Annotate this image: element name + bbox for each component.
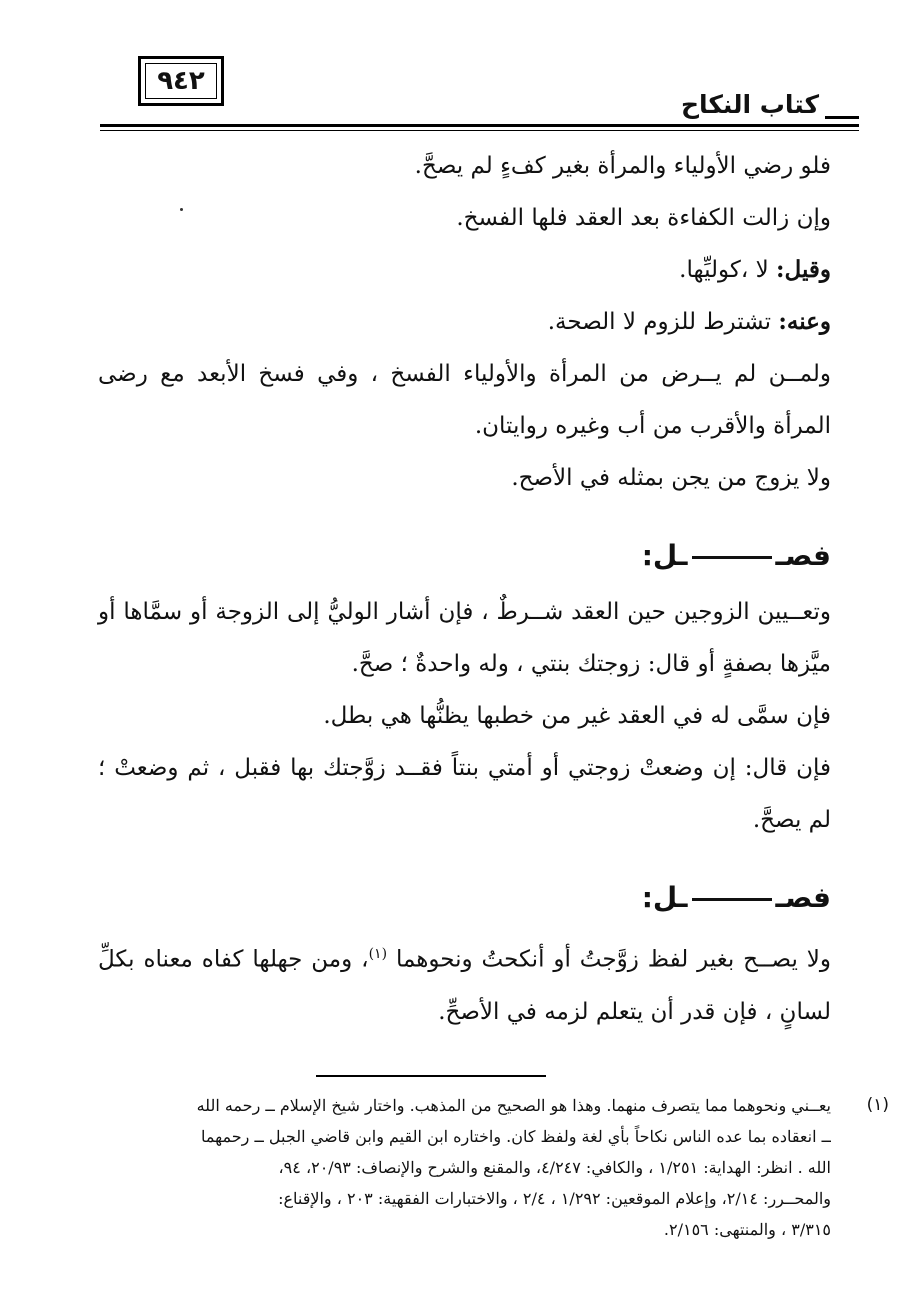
qila-lead: وقيل:: [776, 256, 831, 283]
text-line: [98, 244, 831, 296]
text-line: فإن سمَّى له في العقد غير من خطبها يظنُّها هي بطل.: [323, 703, 831, 729]
footnote-reference[interactable]: (١): [368, 946, 388, 962]
header-dash: [825, 116, 859, 119]
paragraph: [98, 928, 831, 1038]
footnote-line: الله . انظر: الهداية: ١/٢٥١ ، والكافي: ٤/٢٤٧، والمقنع والشرح والإنصاف: ٢٠/٩٣، ٩٤،: [278, 1158, 831, 1177]
footnote-line: يعــني ونحوهما مما يتصرف منهما. وهذا هو الصحيح من المذهب. واختار شيخ الإسلام ــ رحمه الله: [196, 1096, 831, 1115]
section-heading: [98, 526, 831, 586]
scan-speck: [180, 208, 183, 211]
footnote-rule: [316, 1075, 546, 1077]
text-line: وإن زالت الكفاءة بعد العقد فلها الفسخ.: [456, 205, 831, 231]
qila-text: لا ،كوليِّها.: [679, 257, 777, 283]
paragraph-text: ولا يصــح بغير لفظ زوَّجتُ أو أنكحتُ ونحوهما: [387, 946, 831, 973]
paragraph: وتعــيين الزوجين حين العقد شــرطٌ ، فإن أشار الوليُّ إلى الزوجة أو سمَّاها أو ميَّزها بصفةٍ أو قال: زوجتك بنتي ، وله واحدةٌ ؛ صحَّ.: [98, 599, 831, 677]
text-line: [98, 296, 831, 348]
header-rule-thick: [100, 124, 859, 127]
anhu-lead: وعنه:: [778, 308, 831, 335]
paragraph-text: ، ومن جهلها كفاه معناه بكلِّ لسانٍ ، فإن قدر أن يتعلم لزمه في الأصحِّ.: [98, 946, 831, 1025]
page-number-inner-frame: [145, 63, 217, 99]
footnote-line: ــ انعقاده بما عده الناس نكاحاً بأي لغة ولفظ كان. واختاره ابن القيم وابن قاضي الجبل ــ رحمهما: [201, 1127, 831, 1146]
page-number: ٩٤٢: [157, 66, 205, 96]
heading-start: فصـ: [775, 539, 831, 572]
header-rule-thin: [100, 130, 859, 131]
heading-end: ـل:: [641, 881, 688, 914]
heading-tatweel: [692, 898, 772, 901]
footnote: [98, 1090, 889, 1245]
main-text: [98, 140, 831, 1038]
anhu-text: تشترط للزوم لا الصحة.: [547, 309, 779, 335]
book-title: كتاب النكاح: [680, 90, 819, 119]
footnote-line: ٣/٣١٥ ، والمنتهى: ٢/١٥٦.: [663, 1220, 831, 1239]
section-heading: [98, 868, 831, 928]
page-number-box: [138, 56, 224, 106]
text-line: ولا يزوج من يجن بمثله في الأصح.: [511, 465, 831, 491]
heading-tatweel: [692, 556, 772, 559]
heading-end: ـل:: [641, 539, 688, 572]
footnote-marker: (١): [866, 1095, 889, 1115]
footnote-line: والمحــرر: ٢/١٤، وإعلام الموقعين: ١/٢٩٢ ، ٢/٤ ، والاختبارات الفقهية: ٢٠٣ ، والإقناع:: [278, 1189, 831, 1208]
heading-start: فصـ: [775, 881, 831, 914]
paragraph: ولمــن لم يــرض من المرأة والأولياء الفسخ ، وفي فسخ الأبعد مع رضى المرأة والأقرب من أب وغيره روايتان.: [98, 361, 831, 439]
text-line: فلو رضي الأولياء والمرأة بغير كفءٍ لم يصحَّ.: [414, 153, 831, 179]
paragraph: فإن قال: إن وضعتْ زوجتي أو أمتي بنتاً فقــد زوَّجتك بها فقبل ، ثم وضعتْ ؛ لم يصحَّ.: [98, 755, 831, 833]
